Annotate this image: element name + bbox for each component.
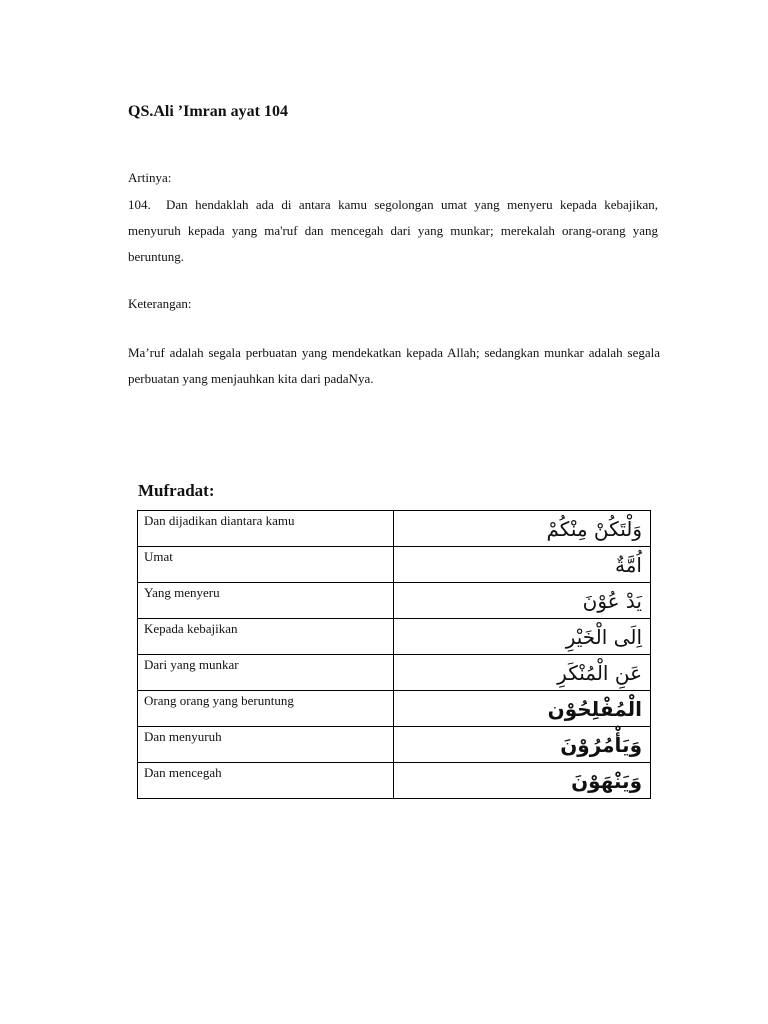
keterangan-paragraph: Ma’ruf adalah segala perbuatan yang mendekatkan kepada Allah; sedangkan munkar adalah segala perbuatan yang menjauhkan kita dari padaNya.	[128, 345, 660, 386]
arabic-cell: وَيَأْمُرُوْنَ	[394, 727, 651, 763]
artinya-text: Dan hendaklah ada di antara kamu segolongan umat yang menyeru kepada kebajikan, menyuruh kepada yang ma'ruf dan mencegah dari yang munkar; merekalah orang-orang yang beruntung.	[128, 197, 658, 264]
arabic-cell: اِلَى الْخَيْرِ	[394, 619, 651, 655]
arabic-cell: يَدْ عُوْنَ	[394, 583, 651, 619]
meaning-cell: Dari yang munkar	[138, 655, 394, 691]
mufradat-title: Mufradat:	[138, 481, 215, 500]
verse-number: 104.	[128, 197, 151, 212]
meaning-cell: Orang orang yang beruntung	[138, 691, 394, 727]
table-row	[138, 727, 651, 763]
meaning-cell: Yang menyeru	[138, 583, 394, 619]
arabic-cell: وَيَنْهَوْنَ	[394, 763, 651, 799]
arabic-cell: عَنِ الْمُنْكَرِ	[394, 655, 651, 691]
table-row	[138, 583, 651, 619]
meaning-cell: Dan dijadikan diantara kamu	[138, 511, 394, 547]
page-title: QS.Ali ’Imran ayat 104	[128, 103, 288, 120]
mufradat-table	[137, 510, 651, 799]
table-row	[138, 547, 651, 583]
meaning-cell: Dan mencegah	[138, 763, 394, 799]
table-row	[138, 511, 651, 547]
meaning-cell: Kepada kebajikan	[138, 619, 394, 655]
meaning-cell: Umat	[138, 547, 394, 583]
artinya-label: Artinya:	[128, 170, 172, 185]
table-row	[138, 655, 651, 691]
table-row	[138, 619, 651, 655]
arabic-cell: الْمُفْلِحُوْن	[394, 691, 651, 727]
artinya-paragraph	[128, 192, 658, 270]
arabic-cell: اُمَّةٌ	[394, 547, 651, 583]
arabic-cell: وَلْتَكُنْ مِنْكُمْ	[394, 511, 651, 547]
keterangan-label: Keterangan:	[128, 296, 192, 311]
meaning-cell: Dan menyuruh	[138, 727, 394, 763]
table-row	[138, 763, 651, 799]
table-row	[138, 691, 651, 727]
